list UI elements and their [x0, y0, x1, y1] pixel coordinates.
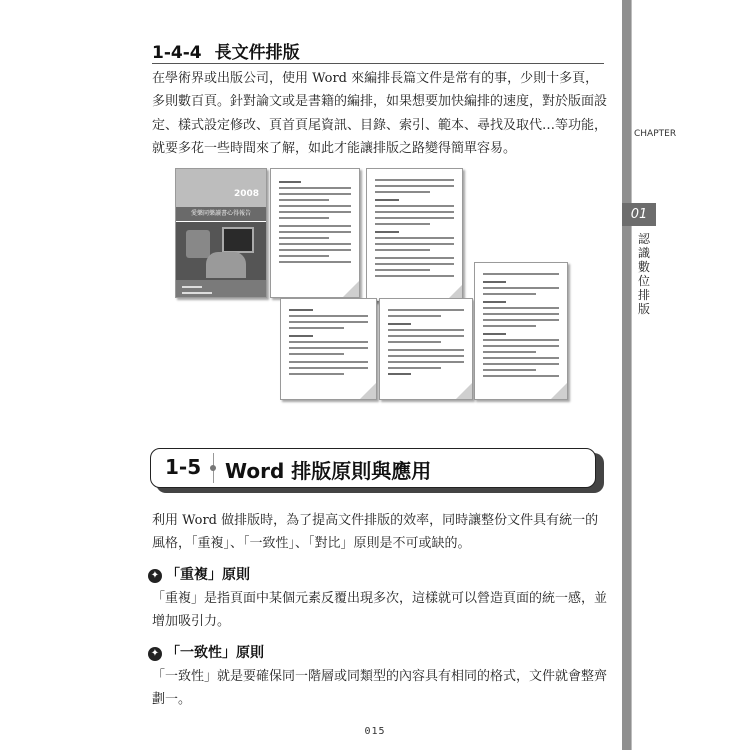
principle-text: 「重複」是指頁面中某個元素反覆出現多次，這樣就可以營造頁面的統一感，並增加吸引力。 [152, 591, 608, 630]
text-page-image-1 [366, 168, 463, 302]
principle-repeat-text [152, 587, 607, 634]
cover-page-image [175, 168, 267, 298]
chapter-side-bar [622, 0, 631, 750]
paragraph-text: 在學術界或出版公司，使用 Word 來編排長篇文件是常有的事，少則十多頁，多則數百頁。針對論文或是書籍的編排，如果想要加快編排的速度，對於版面設定、樣式設定修改、頁首頁尾資訊、目錄、索引、範本、尋找及取代…等功能，就要多花一些時間來了解，如此才能讓排版之路變得簡單容易。 [152, 71, 608, 156]
page-number: 015 [364, 726, 386, 737]
banner-title: Word 排版原則與應用 [225, 459, 432, 483]
chapter-side-line [631, 0, 632, 750]
chapter-title: 認識數位排版 [637, 232, 650, 316]
intro-text: 利用 Word 做排版時，為了提高文件排版的效率，同時讓整份文件具有統一的風格，「重複」、「一致性」、「對比」原則是不可或缺的。 [152, 513, 599, 552]
heading-rule [152, 63, 604, 64]
star-bullet-icon: ✦ [148, 647, 162, 661]
text-page-image-4 [474, 262, 568, 400]
principle-heading-text: 「一致性」原則 [166, 645, 264, 661]
section-number: 1-4-4 [152, 43, 202, 63]
cover-header-band [176, 169, 266, 207]
text-page-image-2 [280, 298, 377, 400]
banner-number: 1-5 [165, 455, 202, 479]
chapter-label: CHAPTER [634, 129, 677, 139]
section-title: 長文件排版 [214, 43, 300, 63]
chapter-number: 01 [622, 203, 656, 226]
section-banner-1-5 [150, 448, 596, 488]
section-144-paragraph [152, 67, 607, 160]
cover-footer-band [176, 280, 266, 298]
star-bullet-icon: ✦ [148, 569, 162, 583]
principle-heading-repeat [148, 564, 250, 584]
principle-heading-consistency [148, 642, 264, 662]
principle-consistency-text [152, 665, 607, 712]
principle-heading-text: 「重複」原則 [166, 567, 250, 583]
cover-year: 2008 [234, 189, 260, 199]
principle-text: 「一致性」就是要確保同一階層或同類型的內容具有相同的格式，文件就會整齊劃一。 [152, 669, 608, 708]
section-15-intro [152, 509, 607, 556]
text-page-image-3 [379, 298, 473, 400]
cover-photo [176, 222, 266, 280]
section-heading-1-4-4 [152, 38, 300, 63]
banner-dot-icon [210, 465, 216, 471]
toc-page-image [270, 168, 360, 298]
cover-title: 愛樂同樂讀書心得報告 [176, 207, 266, 221]
